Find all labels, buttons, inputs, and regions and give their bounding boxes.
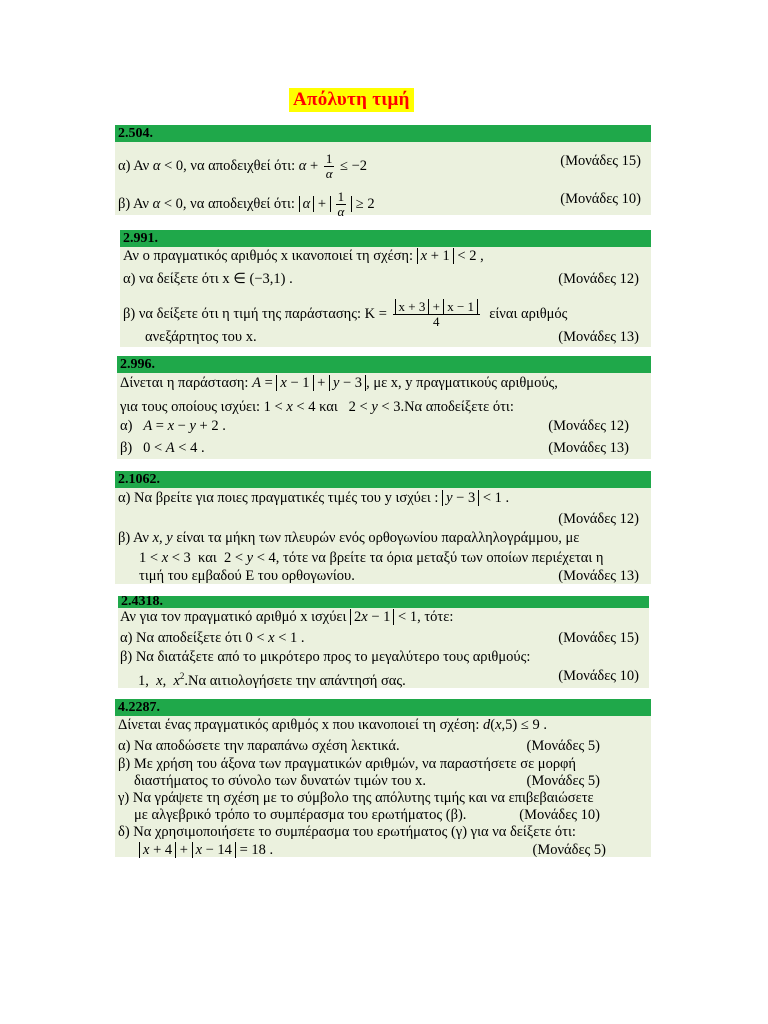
part-b-marks: (Μονάδες 13) bbox=[558, 568, 639, 584]
problem-id: 2.4318. bbox=[118, 596, 649, 608]
part-a-marks: (Μονάδες 15) bbox=[560, 153, 641, 169]
intro: Δίνεται η παράσταση: A = x − 1 + y − 3 , με x, y πραγματικούς αριθμούς, bbox=[120, 375, 558, 391]
part-d-marks: (Μονάδες 5) bbox=[532, 842, 606, 858]
part-b: β) 0 < A < 4 . bbox=[120, 440, 205, 456]
part-b-marks: (Μονάδες 13) bbox=[558, 329, 639, 345]
part-b-marks: (Μονάδες 13) bbox=[548, 440, 629, 456]
part-d-equation: x + 4 + x − 14 = 18 . bbox=[139, 841, 273, 859]
intro: Αν για τον πραγματικό αριθμό x ισχύει 2x − 1 < 1, τότε: bbox=[120, 609, 454, 625]
part-a-marks: (Μονάδες 5) bbox=[526, 738, 600, 754]
part-b: β) Αν x, y είναι τα μήκη των πλευρών ενός ορθογωνίου παραλληλογράμμου, με bbox=[118, 530, 580, 546]
part-b-marks: (Μονάδες 5) bbox=[526, 773, 600, 789]
problem-2-1062 bbox=[115, 471, 651, 584]
part-a: α) να δείξετε ότι x ∈ (−3,1) . bbox=[123, 271, 293, 287]
problem-2-4318 bbox=[118, 596, 649, 688]
part-b-cont: ανεξάρτητος του x. bbox=[145, 329, 257, 345]
problem-2-991 bbox=[120, 230, 651, 347]
part-b-line3: τιμή του εμβαδού Ε του ορθογωνίου. bbox=[139, 568, 355, 584]
problem-2-504 bbox=[115, 125, 651, 219]
intro: Δίνεται ένας πραγματικός αριθμός x που ικανοποιεί τη σχέση: d(x,5) ≤ 9 . bbox=[118, 717, 547, 733]
problem-4-2287 bbox=[115, 699, 651, 857]
part-a: α) A = x − y + 2 . bbox=[120, 418, 226, 434]
problem-id: 4.2287. bbox=[115, 699, 651, 716]
part-b-line2: 1 < x < 3 και 2 < y < 4, τότε να βρείτε τα όρια μεταξύ των οποίων περιέχεται η bbox=[139, 550, 604, 566]
part-b-marks: (Μονάδες 10) bbox=[560, 191, 641, 207]
part-c: γ) Να γράψετε τη σχέση με το σύμβολο της απόλυτης τιμής και να επιβεβαιώσετε bbox=[118, 790, 594, 806]
part-b: β) Να διατάξετε από το μικρότερο προς το μεγαλύτερο τους αριθμούς: bbox=[120, 649, 531, 665]
part-a-marks: (Μονάδες 12) bbox=[558, 511, 639, 527]
page-title: Απόλυτη τιμή bbox=[289, 88, 414, 112]
part-c-marks: (Μονάδες 10) bbox=[519, 807, 600, 823]
problem-id: 2.1062. bbox=[115, 471, 651, 488]
problem-id: 2.996. bbox=[117, 356, 651, 373]
conditions: για τους οποίους ισχύει: 1 < x < 4 και 2 < y < 3.Να αποδείξετε ότι: bbox=[120, 399, 514, 415]
part-a: α) Αν α < 0, να αποδειχθεί ότι: α + $\frac{1}{\alpha}$ ≤ −2 bbox=[118, 151, 367, 181]
part-b: β) Αν α < 0, να αποδειχθεί ότι: α + $\frac{1}{\alpha}$ ≥ 2 bbox=[118, 189, 375, 219]
part-a-marks: (Μονάδες 15) bbox=[558, 630, 639, 646]
part-b-marks: (Μονάδες 10) bbox=[558, 668, 639, 684]
part-b: β) να δείξετε ότι η τιμή της παράστασης: K = $\frac{x + 3 + x - 1}{4}$ είναι αριθμός bbox=[123, 299, 568, 329]
part-a-marks: (Μονάδες 12) bbox=[558, 271, 639, 287]
problem-id: 2.991. bbox=[120, 230, 651, 247]
part-a: α) Να αποδώσετε την παραπάνω σχέση λεκτικά. bbox=[118, 738, 400, 754]
part-a-marks: (Μονάδες 12) bbox=[548, 418, 629, 434]
part-b-line2: 1, x, $x^2.N\alpha$ αιτιολογήσετε την απάντησή σας. bbox=[138, 671, 406, 689]
part-a: α) Να βρείτε για ποιες πραγματικές τιμές του y ισχύει : y − 3 < 1 . bbox=[118, 490, 510, 506]
part-a: α) Να αποδείξετε ότι 0 < x < 1 . bbox=[120, 630, 305, 646]
part-b: β) Με χρήση του άξονα των πραγματικών αριθμών, να παραστήσετε σε μορφή bbox=[118, 756, 577, 772]
intro: Αν ο πραγματικός αριθμός x ικανοποιεί τη σχέση: x + 1 < 2 , bbox=[123, 248, 484, 264]
part-b-line2: διαστήματος το σύνολο των δυνατών τιμών του x. bbox=[134, 773, 427, 789]
problem-id: 2.504. bbox=[115, 125, 651, 142]
problem-2-996 bbox=[117, 356, 651, 459]
part-c-line2: με αλγεβρικό τρόπο το συμπέρασμα του ερωτήματος (β). bbox=[134, 807, 467, 823]
part-d: δ) Να χρησιμοποιήσετε το συμπέρασμα του ερωτήματος (γ) για να δείξετε ότι: bbox=[118, 824, 576, 840]
